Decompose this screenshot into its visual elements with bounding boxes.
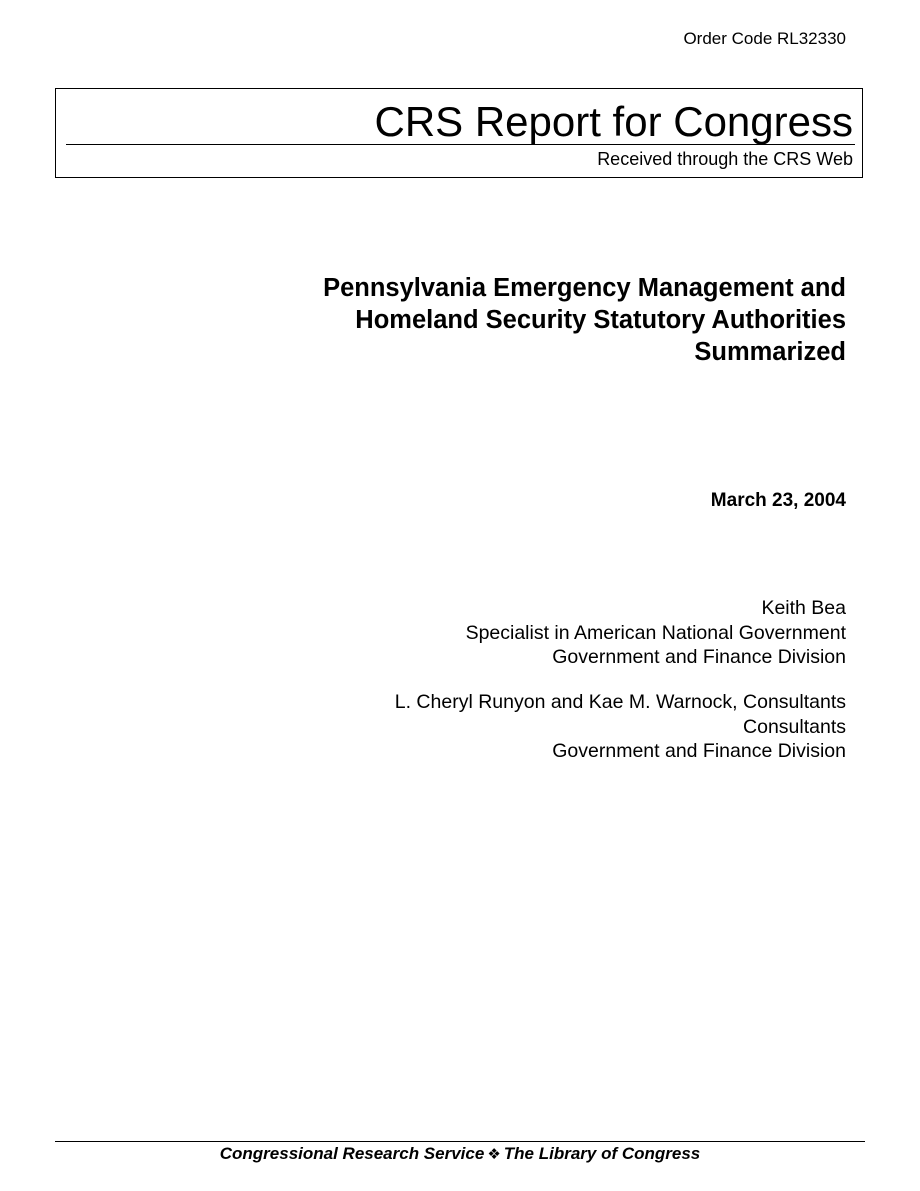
four-petal-diamond-icon: ❖ — [487, 1145, 501, 1163]
footer-library: The Library of Congress — [503, 1144, 701, 1163]
author-title: Specialist in American National Government — [465, 621, 846, 644]
footer — [0, 1144, 920, 1164]
author-block-consultants — [395, 690, 846, 764]
footer-org: Congressional Research Service — [219, 1144, 485, 1163]
order-code: Order Code RL32330 — [683, 29, 846, 48]
report-title-line: Pennsylvania Emergency Management and — [323, 274, 846, 302]
author-division: Government and Finance Division — [552, 646, 846, 668]
report-header-box — [55, 88, 863, 178]
report-title — [206, 272, 846, 368]
author-division: Government and Finance Division — [552, 740, 846, 762]
author-block-primary — [466, 596, 846, 670]
header-divider — [66, 144, 855, 145]
report-header-title: CRS Report for Congress — [374, 98, 853, 145]
footer-divider — [55, 1141, 865, 1142]
author-title: Consultants — [743, 715, 846, 738]
report-title-line: Summarized — [694, 338, 846, 366]
report-header-subtitle: Received through the CRS Web — [597, 149, 853, 169]
report-title-line: Homeland Security Statutory Authorities — [355, 306, 846, 334]
author-name: Keith Bea — [761, 597, 846, 619]
report-date: March 23, 2004 — [710, 490, 846, 511]
author-name: L. Cheryl Runyon and Kae M. Warnock, Consultants — [394, 691, 846, 713]
